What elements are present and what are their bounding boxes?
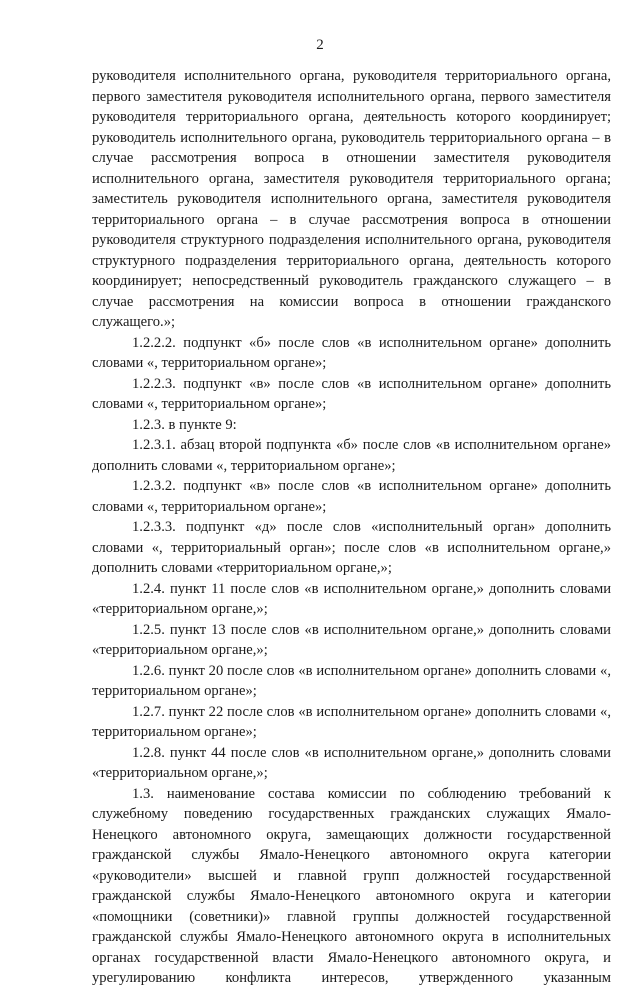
paragraph-1-2-2-3: 1.2.2.3. подпункт «в» после слов «в исполнительном органе» дополнить словами «, территориальном органе»; (92, 375, 611, 412)
paragraph-1-2-8: 1.2.8. пункт 44 после слов «в исполнительном органе,» дополнить словами «территориальном органе,»; (92, 744, 611, 781)
paragraph-1-2-3: 1.2.3. в пункте 9: (132, 416, 237, 433)
paragraph-1-2-7: 1.2.7. пункт 22 после слов «в исполнительном органе» дополнить словами «, территориальном органе»; (92, 703, 611, 740)
paragraph-1-2-2-2: 1.2.2.2. подпункт «б» после слов «в исполнительном органе» дополнить словами «, территориальном органе»; (92, 334, 611, 371)
paragraph-continuation: руководителя исполнительного органа, руководителя территориального органа, первого заместителя руководителя исполнительного органа, первого заместителя руководителя территориального органа, деятельность которого координирует; руководитель исполнительного органа, руководитель территориального органа – в случае рассмотрения вопроса в отношении заместителя руководителя исполнительного органа, заместителя руководителя территориального органа; заместитель руководителя исполнительного органа, заместителя руководителя территориального органа – в случае рассмотрения вопроса в отношении руководителя структурного подразделения исполнительного органа, руководителя структурного подразделения территориального органа, деятельность которого координирует; непосредственный руководитель гражданского служащего – в случае рассмотрения на комиссии вопроса в отношении гражданского служащего.»; (92, 68, 611, 330)
paragraph-1-2-4: 1.2.4. пункт 11 после слов «в исполнительном органе,» дополнить словами «территориальном органе,»; (92, 580, 611, 617)
paragraph-1-2-3-2: 1.2.3.2. подпункт «в» после слов «в исполнительном органе» дополнить словами «, территориальном органе»; (92, 478, 611, 515)
paragraph-1-2-3-1: 1.2.3.1. абзац второй подпункта «б» после слов «в исполнительном органе» дополнить словами «, территориальном органе»; (92, 437, 611, 474)
paragraph-1-2-3-3: 1.2.3.3. подпункт «д» после слов «исполнительный орган» дополнить словами «, территориальный орган»; после слов «в исполнительном органе,» дополнить словами «территориальном органе,»; (92, 519, 611, 576)
page-number: 2 (316, 37, 324, 53)
document-body (92, 66, 611, 989)
paragraph-1-3: 1.3. наименование состава комиссии по соблюдению требований к служебному поведению государственных гражданских служащих Ямало-Ненецкого автономного округа, замещающих должности государственной гражданской службы Ямало-Ненецкого автономного округа категории «руководители» высшей и главной групп должностей государственной гражданской службы Ямало-Ненецкого автономного округа и категории «помощники (советники)» главной группы должностей государственной гражданской службы Ямало-Ненецкого автономного округа в исполнительных органах государственной власти Ямало-Ненецкого автономного округа, и урегулированию конфликта интересов, утвержденного указанным (92, 785, 611, 986)
paragraph-1-2-5: 1.2.5. пункт 13 после слов «в исполнительном органе,» дополнить словами «территориальном органе,»; (92, 621, 611, 658)
paragraph-1-2-6: 1.2.6. пункт 20 после слов «в исполнительном органе» дополнить словами «, территориальном органе»; (92, 662, 611, 699)
